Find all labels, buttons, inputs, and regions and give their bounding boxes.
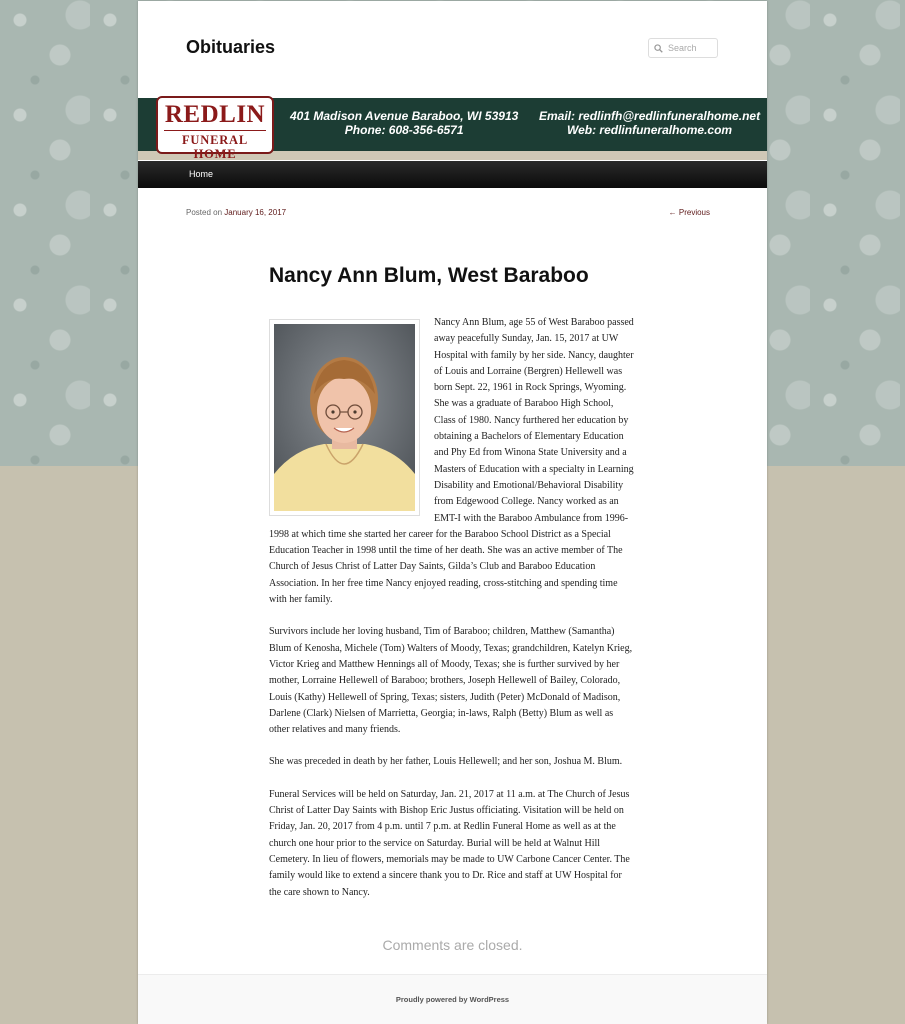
search-box[interactable] <box>648 38 718 58</box>
search-icon <box>654 44 663 53</box>
post-title: Nancy Ann Blum, West Baraboo <box>269 264 589 287</box>
preceded-paragraph: She was preceded in death by her father, Louis Hellewell; and her son, Joshua M. Blum. <box>269 756 623 768</box>
search-input[interactable] <box>668 43 716 53</box>
funeral-home-logo[interactable] <box>156 96 274 161</box>
logo-name: REDLIN <box>164 101 266 128</box>
portrait-photo <box>269 319 420 516</box>
obituary-paragraph: Nancy Ann Blum, age 55 of West Baraboo passed away peacefully Sunday, Jan. 15, 2017 at UW Hospital with family by her side. Nancy, daughter of Louis and Lorraine (Bergren) Hellewell was born Sept. 22, 1961 in Rock Springs, Wyoming. She was a graduate of Baraboo High School, Class of 1980. Nancy furthered her education by obtaining a Bachelors of Elementary Education and Phy Ed from Winona State University and a Masters of Education with a specialty in Learning Disability and Emotional/Behavioral Disability from Edgewood College. Nancy worked as an EMT-I with the Baraboo Ambulance from 1996-1998 at which time she started her career for the Baraboo School District as a Special Education Teacher in 1998 until the time of her death. She was an active member of The Church of Jesus Christ of Latter Day Saints, Gilda’s Club and Baraboo Education Association. In her free time Nancy enjoyed reading, cross-stitching and spending time with her family. <box>269 317 634 606</box>
site-title[interactable]: Obituaries <box>186 37 276 57</box>
posted-prefix: Posted on <box>186 208 223 217</box>
portrait-image <box>274 324 415 511</box>
page-container <box>138 1 767 1024</box>
previous-post-link[interactable]: ← Previous <box>668 208 710 217</box>
logo-subtitle: FUNERAL HOME <box>164 130 266 161</box>
survivors-paragraph: Survivors include her loving husband, Tim of Baraboo; children, Matthew (Samantha) Blum of Kenosha, Michele (Tom) Walters of Moody, Texas; grandchildren, Katelyn Krieg, Victor Krieg and Matthew Hennings all of Moody, Texas; she is further survived by her mother, Lorraine Hellewell of Baraboo; brothers, Joseph Hellewell of Bailey, Colorado, Louis (Kathy) Hellewell of Spring, Texas; sisters, Judith (Peter) McDonald of Madison, Darlene (Clark) Nielsen of Marrietta, Georgia; in-laws, Ralph (Betty) Blum as well as other relatives and many friends. <box>269 626 633 736</box>
banner-address: 401 Madison Avenue Baraboo, WI 53913 <box>290 109 519 123</box>
post-content <box>269 315 634 917</box>
services-paragraph: Funeral Services will be held on Saturday, Jan. 21, 2017 at 11 a.m. at The Church of Jesus Christ of Latter Day Saints with Bishop Eric Justus officiating. Visitation will be held on Friday, Jan. 20, 2017 from 4 p.m. until 7 p.m. at Redlin Funeral Home as well as at the church one hour prior to the service on Saturday. Burial will be held at Walnut Hill Cemetery. In lieu of flowers, memorials may be made to UW Carbone Cancer Center. The family would like to extend a sincere thank you to Dr. Rice and staff at UW Hospital for the care shown to Nancy. <box>269 788 630 898</box>
main-nav <box>138 161 767 188</box>
site-footer <box>138 974 767 1024</box>
nav-item-home[interactable]: Home <box>189 169 214 179</box>
comments-closed-notice: Comments are closed. <box>382 937 523 953</box>
post-date-link[interactable]: January 16, 2017 <box>224 208 287 217</box>
banner-phone: Phone: 608-356-6571 <box>344 123 464 137</box>
post-meta <box>186 208 286 217</box>
banner-email: Email: redlinfh@redlinfuneralhome.net <box>539 109 761 123</box>
banner-web: Web: redlinfuneralhome.com <box>566 123 733 137</box>
powered-by-link[interactable]: Proudly powered by WordPress <box>395 995 510 1004</box>
